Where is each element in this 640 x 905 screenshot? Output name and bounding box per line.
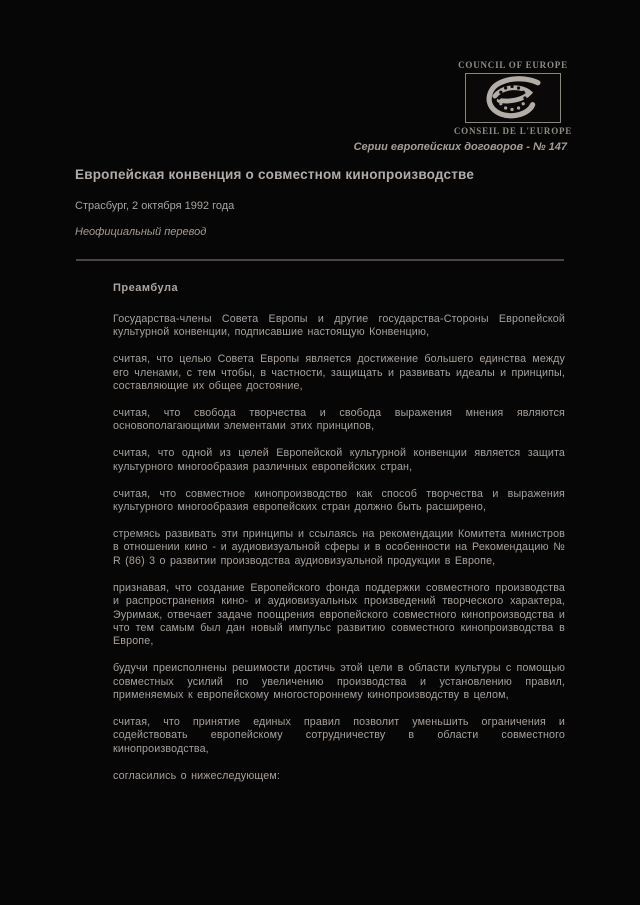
council-of-europe-logo — [452, 60, 574, 136]
preamble-paragraph: считая, что свобода творчества и свобода выражения мнения являются основополагающими элементами этих принципов, — [113, 407, 565, 433]
place-date-line: Страсбург, 2 октября 1992 года — [75, 200, 235, 212]
preamble-paragraph: считая, что целью Совета Европы является достижение большего единства между его членами, с тем чтобы, в частности, защищать и развивать идеалы и принципы, составляющие их общее достояние, — [113, 353, 565, 393]
preamble-paragraph: признавая, что создание Европейского фонда поддержки совместного производства и распространения кино- и аудиовизуальных произведений творческого характера, Эуримаж, отвечает задаче поощрения европейского совместного кинопроизводства и что тем самым был дан новый импульс развитию совместного кинопроизводства в Европе, — [113, 581, 565, 648]
preamble-paragraph: считая, что принятие единых правил позволит уменьшить ограничения и содействовать европейскому сотрудничеству в области совместного кинопроизводства, — [113, 715, 565, 755]
document-title: Европейская конвенция о совместном кинопроизводстве — [75, 167, 475, 182]
council-of-europe-label: COUNCIL OF EUROPE — [458, 60, 568, 70]
preamble-paragraph: считая, что одной из целей Европейской культурной конвенции является защита культурного многообразия различных европейских стран, — [113, 447, 565, 473]
treaty-series-label: Серии европейских договоров - № 147 — [353, 141, 567, 153]
preamble-heading: Преамбула — [113, 282, 179, 294]
preamble-paragraph: считая, что совместное кинопроизводство как способ творчества и выражения культурного многообразия европейских стран должно быть расширено, — [113, 487, 565, 514]
preamble-section — [113, 282, 565, 797]
coe-emblem-box — [465, 73, 561, 123]
header-divider — [76, 259, 564, 261]
coe-emblem-icon — [469, 76, 557, 120]
translation-note: Неофициальный перевод — [75, 226, 207, 238]
preamble-paragraph: будучи преисполнены решимости достичь этой цели в области культуры с помощью совместных усилий по увеличению производства и установлению правил, применяемых к европейскому многостороннему кинопроизводству в целом, — [113, 662, 565, 702]
preamble-paragraph: согласились о нижеследующем: — [113, 769, 280, 782]
preamble-paragraph: стремясь развивать эти принципы и ссылаясь на рекомендации Комитета министров в отношении кино - и аудиовизуальной сферы и в особенности на Рекомендацию № R (86) 3 о развитии производства аудиовизуальной продукции в Европе, — [113, 527, 565, 567]
preamble-paragraph: Государства-члены Совета Европы и другие государства-Стороны Европейской культурной конвенции, подписавшие настоящую Конвенцию, — [113, 313, 565, 339]
conseil-de-leurope-label: CONSEIL DE L'EUROPE — [453, 126, 573, 136]
